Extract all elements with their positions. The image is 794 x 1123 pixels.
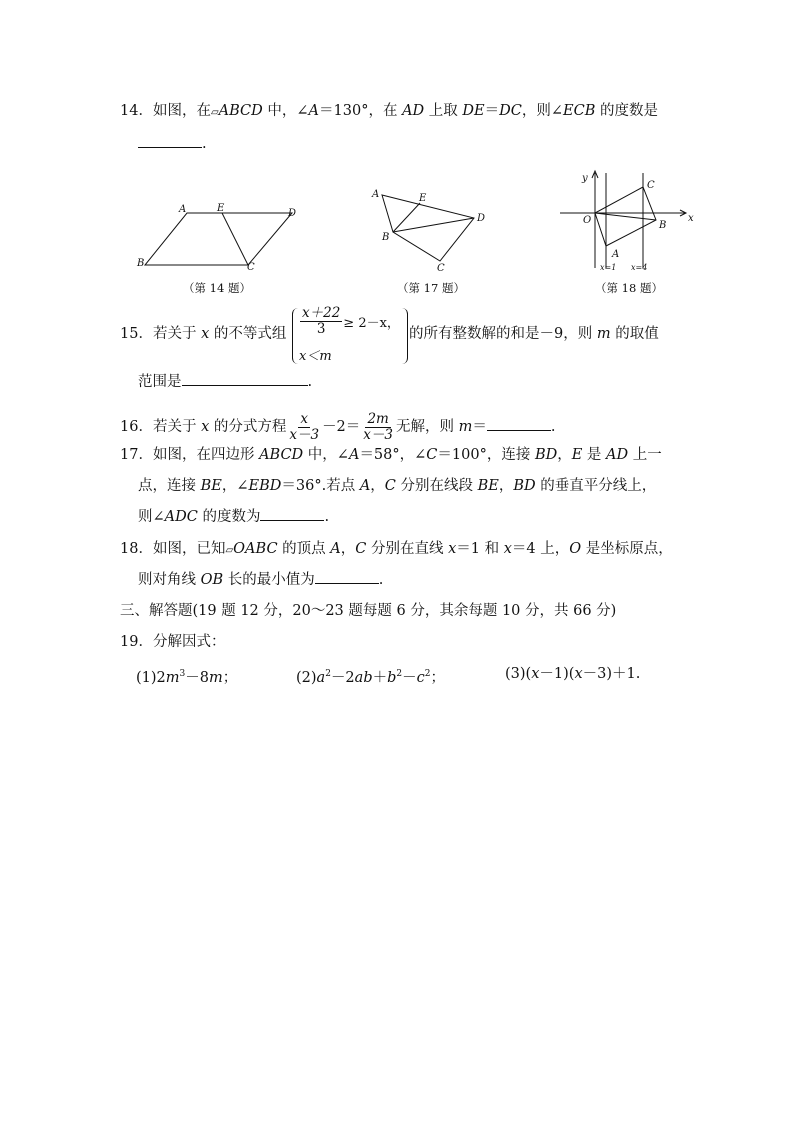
answer-blank[interactable]	[260, 506, 324, 521]
label-e: E	[217, 203, 225, 214]
q17-line1: 17．如图，在四边形 ABCD 中，∠A＝58°，∠C＝100°，连接 BD，E 是 AD 上一	[120, 447, 662, 463]
label-c: C	[247, 262, 255, 273]
q15-line1: 15．若关于 x 的不等式组	[120, 326, 287, 342]
answer-blank[interactable]	[138, 133, 202, 148]
parallelogram-symbol: ▱	[225, 545, 234, 556]
left-brace	[292, 308, 299, 364]
caption-14: （第 14 题）	[183, 281, 251, 295]
label-o: O	[583, 215, 592, 226]
right-paren	[402, 308, 408, 364]
answer-blank[interactable]	[487, 416, 551, 431]
section-3-heading: 三、解答题(19 题 12 分，20～23 题每题 6 分，其余每题 10 分，共 66 分)	[120, 603, 617, 619]
label-a: A	[612, 249, 620, 260]
label-x-eq-4: x=4	[631, 263, 648, 272]
label-b: B	[137, 258, 145, 269]
figure-14	[130, 198, 310, 278]
figure-17	[365, 185, 495, 275]
q15-line2: 范围是 .	[138, 371, 312, 393]
q18-line2: 则对角线 OB 长的最小值为 .	[138, 569, 383, 591]
caption-17: （第 17 题）	[397, 281, 465, 295]
label-b: B	[659, 220, 667, 231]
q15-line1-cont: 的所有整数解的和是－9，则 m 的取值	[409, 326, 659, 342]
q17-line2: 点，连接 BE，∠EBD＝36°.若点 A，C 分别在线段 BE，BD 的垂直平分线上，	[138, 478, 657, 494]
segment-ec	[222, 213, 248, 265]
q19-part1: $(1)2m^3-8m$；	[136, 669, 238, 686]
figure-18	[555, 168, 705, 276]
label-e: E	[419, 193, 427, 204]
label-b: B	[382, 232, 390, 243]
q19-part2: $(2)a^2-2ab+b^2-c^2$；	[296, 669, 445, 686]
q19-title: 19．分解因式：	[120, 634, 226, 650]
parallelogram-symbol: ▱	[210, 107, 219, 118]
label-x-eq-1: x=1	[600, 263, 617, 272]
label-c: C	[437, 263, 445, 274]
label-a: A	[179, 204, 187, 215]
label-y: y	[582, 173, 588, 184]
q19-part3: (3)(x－1)(x－3)＋1.	[505, 666, 641, 682]
label-d: D	[477, 213, 486, 224]
answer-blank[interactable]	[182, 371, 308, 386]
segment-bd	[393, 218, 474, 232]
parallelogram-abcd	[145, 213, 292, 265]
label-a: A	[372, 189, 380, 200]
inequality-system: $\frac{x+22}{3}$ ≥ 2－x， x＜m	[292, 306, 408, 366]
answer-blank[interactable]	[315, 569, 379, 584]
diagonal-ob	[595, 213, 656, 220]
caption-18: （第 18 题）	[595, 281, 663, 295]
label-c: C	[647, 180, 655, 191]
label-x: x	[688, 213, 694, 224]
q16-line: 16．若关于 x 的分式方程 $\frac{x}{x-3}$ －2＝ $\frac{2m}{x-3}$ 无解，则 m＝ .	[120, 410, 556, 443]
q17-line3: 则∠ADC 的度数为 .	[138, 506, 329, 528]
label-d: D	[288, 208, 297, 219]
quadrilateral-abcd	[382, 195, 474, 261]
q14-line1: 14．如图，在▱ABCD 中，∠A＝130°，在 AD 上取 DE＝DC，则∠ECB 的度数是	[120, 103, 658, 119]
q14-line2: .	[138, 133, 207, 155]
q18-line1: 18．如图，已知▱OABC 的顶点 A，C 分别在直线 x＝1 和 x＝4 上，O 是坐标原点，	[120, 541, 673, 557]
